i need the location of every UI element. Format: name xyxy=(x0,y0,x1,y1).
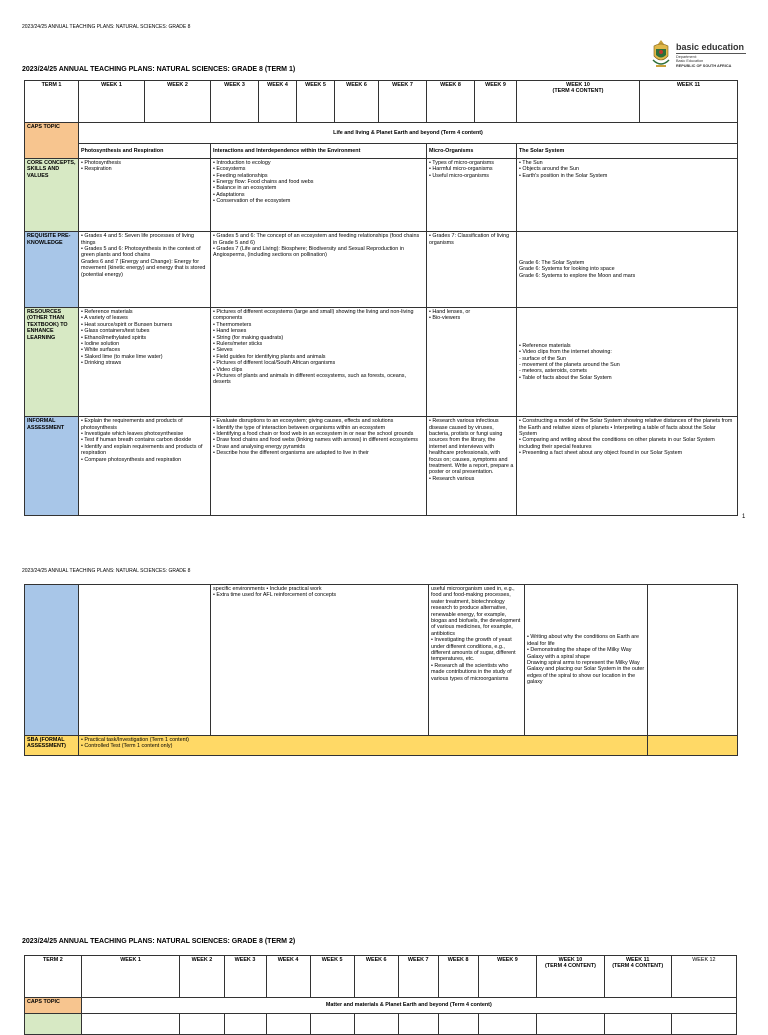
subtopic-interactions: Interactions and Interdependence within the Environment xyxy=(211,144,427,159)
resources-row xyxy=(25,307,738,416)
term2-next-row xyxy=(25,1014,737,1035)
header-week-10: WEEK 10 (TERM 4 CONTENT) xyxy=(517,81,640,123)
subtopic-photosynthesis: Photosynthesis and Respiration xyxy=(79,144,211,159)
t2-header-week-10: WEEK 10 (TERM 4 CONTENT) xyxy=(537,956,604,998)
logo-dept: Department: Basic Education REPUBLIC OF SOUTH AFRICA xyxy=(676,55,732,68)
running-header-2: 2023/24/25 ANNUAL TEACHING PLANS: NATURAL SCIENCES: GRADE 8 xyxy=(22,568,191,574)
res-interactions: • Pictures of different ecosystems (large and small) showing the living and non-living components • Thermometers • Hand lenses • String (for making quadrats) • Rulers/meter sticks • Sieves • Field guides for identifying plants and animals • Pictures of different local/South African organisms • Video clips • Pictures of plants and animals in different ecosystems, such as forests, oceans, deserts xyxy=(211,307,427,416)
inf-solar: • Constructing a model of the Solar System showing relative distances of the planets from the Earth and relative sizes of planets • Interpreting a table of facts about the Solar System • Comparing and writing about the conditions on other planets in our Solar System including their special features • Presenting a fact sheet about any object found in our Solar System xyxy=(517,417,738,516)
caps-topic-row xyxy=(25,123,738,144)
header-week-2: WEEK 2 xyxy=(145,81,211,123)
t2-caps-label: CAPS TOPIC xyxy=(25,997,82,1014)
core-interactions: • Introduction to ecology • Ecosystems • Feeding relationships • Energy flow: Food chains and food webs • Balance in an ecosystem • Adaptations • Conservation of the ecosystem xyxy=(211,158,427,232)
requisite-label: REQUISITE PRE-KNOWLEDGE xyxy=(25,232,79,308)
header-week-5: WEEK 5 xyxy=(297,81,335,123)
cont-micro: useful microorganism used in, e.g., food and food-making processes, water treatment, biotechnology research to produce alternative, renewable energy, for example, biogas and biofuels, the development of various medicines, for example, antibiotics • Investigating the growth of yeast under different conditions, e.g., different amounts of sugar, different temperatures, etc. • Research all the scientists who made contributions in the study of various types of microorganisms xyxy=(429,585,525,736)
inf-photosynthesis: • Explain the requirements and products of photosynthesis • Investigate which leaves photosynthesise • Test if human breath contains carbon dioxide • Identify and explain requirements and products of respiration • Compare photosynthesis and respiration xyxy=(79,417,211,516)
cont-solar: • Writing about why the conditions on Earth are ideal for life • Demonstrating the shape of the Milky Way Galaxy with a spiral shape Drawing spiral arms to represent the Milky Way Galaxy and placing our Solar System in the outer edges of the spiral to show our location in the galaxy xyxy=(525,585,648,736)
logo-name: basic education xyxy=(676,42,745,52)
term1-table-continued xyxy=(24,584,738,756)
header-week-7: WEEK 7 xyxy=(379,81,427,123)
term2-header-row xyxy=(25,956,737,998)
coat-of-arms-icon xyxy=(650,38,672,70)
t2-header-week-1: WEEK 1 xyxy=(81,956,180,998)
informal-row xyxy=(25,417,738,516)
sba-remediation xyxy=(648,735,738,755)
sba-content: • Practical task/Investigation (Term 1 content) • Controlled Test (Term 1 content only) xyxy=(79,735,648,755)
req-micro: • Grades 7: Classification of living organisms xyxy=(427,232,517,308)
header-week-1: WEEK 1 xyxy=(79,81,145,123)
header-week-11: WEEK 11 xyxy=(640,81,738,123)
cont-label xyxy=(25,585,79,736)
res-micro: • Hand lenses, or • Bio-viewers xyxy=(427,307,517,416)
informal-label: INFORMAL ASSESSMENT xyxy=(25,417,79,516)
core-row xyxy=(25,158,738,232)
sba-row xyxy=(25,735,738,755)
term2-caps-row xyxy=(25,997,737,1014)
header-row xyxy=(25,81,738,123)
res-photosynthesis: • Reference materials • A variety of leaves • Heat source/spirit or Bunsen burners • Glass containers/test tubes • Ethanol/methylated spirits • Iodine solution • White surfaces • Slaked lime (to make lime water) • Drinking straws xyxy=(79,307,211,416)
t2-header-week-8: WEEK 8 xyxy=(438,956,478,998)
core-photosynthesis: • Photosynthesis • Respiration xyxy=(79,158,211,232)
header-week-8: WEEK 8 xyxy=(427,81,475,123)
header-week-3: WEEK 3 xyxy=(211,81,259,123)
caps-topic-label: CAPS TOPIC xyxy=(25,123,79,159)
header-week-9: WEEK 9 xyxy=(475,81,517,123)
subtopic-solar-system: The Solar System xyxy=(517,144,738,159)
resources-label: RESOURCES (OTHER THAN TEXTBOOK) TO ENHANCE LEARNING xyxy=(25,307,79,416)
core-concepts-label: CORE CONCEPTS, SKILLS AND VALUES xyxy=(25,158,79,232)
t2-header-week-5: WEEK 5 xyxy=(310,956,354,998)
page-title-term2: 2023/24/25 ANNUAL TEACHING PLANS: NATURAL SCIENCES: GRADE 8 (TERM 2) xyxy=(22,938,296,945)
t2-header-week-12: WEEK 12 xyxy=(671,956,736,998)
header-week-4: WEEK 4 xyxy=(259,81,297,123)
term2-table xyxy=(24,955,737,1035)
header-week-6: WEEK 6 xyxy=(335,81,379,123)
t2-header-week-9: WEEK 9 xyxy=(478,956,537,998)
inf-micro: • Research various infectious disease caused by viruses, bacteria, protists or fungi using sources from the library, the internet and interviews with healthcare professionals, with focus on; causes, symptoms and treatment. Write a report, prepare a poster or oral presentation. • Research various xyxy=(427,417,517,516)
caps-topic: Life and living & Planet Earth and beyond (Term 4 content) xyxy=(79,123,738,144)
continued-row xyxy=(25,585,738,736)
term1-table xyxy=(24,80,738,516)
running-header: 2023/24/25 ANNUAL TEACHING PLANS: NATURAL SCIENCES: GRADE 8 xyxy=(22,24,191,30)
t2-header-week-11: WEEK 11 (TERM 4 CONTENT) xyxy=(604,956,671,998)
dbe-logo xyxy=(650,38,750,72)
core-micro: • Types of micro-organisms • Harmful micro-organisms • Useful micro-organisms xyxy=(427,158,517,232)
logo-divider xyxy=(676,53,746,54)
subtopic-micro-organisms: Micro-Organisms xyxy=(427,144,517,159)
inf-interactions: • Evaluate disruptions to an ecosystem; giving causes, effects and solutions • Identify the type of interaction between organisms within an ecosystem • Identifying a food chain or food web in an ecosystem in or near the school grounds • Draw food chains and food webs (linking names with arrows) in different ecosystems • Draw and analysing energy pyramids • Describe how the different organisms are adapted to live in their xyxy=(211,417,427,516)
t2-header-week-3: WEEK 3 xyxy=(224,956,266,998)
req-solar: Grade 6: The Solar System Grade 6: Systems for looking into space Grade 6: Systems to explore the Moon and mars xyxy=(517,232,738,308)
cont-photosynthesis xyxy=(79,585,211,736)
cont-remediation xyxy=(648,585,738,736)
t2-header-week-6: WEEK 6 xyxy=(354,956,398,998)
res-solar: • Reference materials • Video clips from the internet showing: - surface of the Sun - movement of the planets around the Sun - meteors, asteroids, comets • Table of facts about the Solar System xyxy=(517,307,738,416)
t2-header-week-7: WEEK 7 xyxy=(398,956,438,998)
t2-header-term: TERM 2 xyxy=(25,956,82,998)
page-title-term1: 2023/24/25 ANNUAL TEACHING PLANS: NATURAL SCIENCES: GRADE 8 (TERM 1) xyxy=(22,66,296,73)
t2-header-week-2: WEEK 2 xyxy=(180,956,224,998)
t2-caps-topic: Matter and materials & Planet Earth and beyond (Term 4 content) xyxy=(81,997,736,1014)
header-term: TERM 1 xyxy=(25,81,79,123)
requisite-row xyxy=(25,232,738,308)
req-interactions: • Grades 5 and 6: The concept of an ecosystem and feeding relationships (food chains in Grade 5 and 6) • Grades 7 (Life and Living): Biosphere; Biodiversity and Sexual Reproduction in Angiosperms, (including sections on pollination) xyxy=(211,232,427,308)
core-solar: • The Sun • Objects around the Sun • Earth's position in the Solar System xyxy=(517,158,738,232)
subtopic-row xyxy=(25,144,738,159)
req-photosynthesis: • Grades 4 and 5: Seven life processes of living things • Grades 5 and 6: Photosynthesis in the context of green plants and food chains Grades 6 and 7 (Energy and Change): Energy for movement (kinetic energy) and energy that is stored (potential energy) xyxy=(79,232,211,308)
cont-interactions: specific environments • Include practical work • Extra time used for AFL reinforcement of concepts xyxy=(211,585,429,736)
page-number: 1 xyxy=(742,514,746,520)
t2-header-week-4: WEEK 4 xyxy=(266,956,310,998)
sba-label: SBA (FORMAL ASSESSMENT) xyxy=(25,735,79,755)
